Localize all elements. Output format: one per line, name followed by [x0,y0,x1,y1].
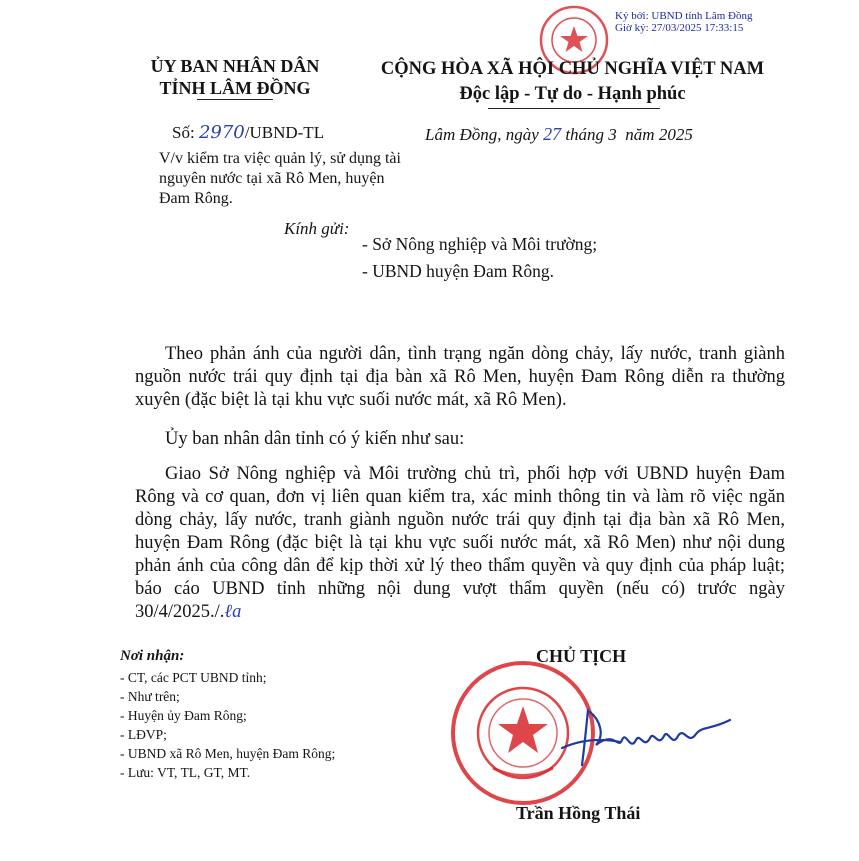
org-line-1: ỦY BAN NHÂN DÂN [150,56,320,76]
doc-number-handwritten: 2970 [198,122,245,143]
signed-by-text: Ký bởi: UBND tỉnh Lâm Đồng [615,10,753,22]
org-underline [197,99,273,100]
date-prefix: Lâm Đồng, ngày [425,125,544,144]
document-date [425,124,693,145]
handwritten-initial: ℓa [224,602,242,622]
noi-nhan-item: - Như trên; [120,689,180,704]
org-line-2: TỈNH LÂM ĐỒNG [159,78,311,98]
recipient-list [362,231,597,285]
date-suffix: tháng 3 năm 2025 [561,125,693,144]
signer-name: Trần Hồng Thái [516,803,641,823]
doc-number-suffix: /UBND-TL [244,123,325,142]
body-paragraph-3 [135,463,785,624]
noi-nhan-item: - Lưu: VT, TL, GT, MT. [120,765,251,780]
body-paragraph-3-text: Giao Sở Nông nghiệp và Môi trường chủ trì, phối hợp với UBND huyện Đam Rông và cơ quan, đơn vị liên quan kiểm tra, xác minh thông tin và làm rõ việc ngăn dòng chảy, lấy nước, tranh giành nguồn nước trái quy định tại địa bàn xã Rô Men, huyện Đam Rông (đặc biệt là tại khu vực suối nước mát, xã Rô Men) như nội dung phản ánh của công dân để kịp thời xử lý theo thẩm quyền và quy định của pháp luật; báo cáo UBND tỉnh những nội dung vượt thẩm quyền (nếu có) trước ngày 30/4/2025./. [135,464,785,622]
noi-nhan-title: Nơi nhận: [120,648,185,664]
document-number [172,122,324,143]
nation-name: CỘNG HÒA XÃ HỘI CHỦ NGHĨA VIỆT NAM [380,59,765,79]
signed-time-text: Giờ ký: 27/03/2025 17:33:15 [615,22,744,34]
digital-signature-info [615,10,753,34]
noi-nhan-item: - UBND xã Rô Men, huyện Đam Rông; [120,746,336,761]
noi-nhan-item: - CT, các PCT UBND tỉnh; [120,670,267,685]
noi-nhan-list [120,668,335,782]
body-paragraph-1: Theo phản ánh của người dân, tình trạng ngăn dòng chảy, lấy nước, tranh giành nguồn nước trái quy định tại địa bàn xã Rô Men, huyện Đam Rông diễn ra thường xuyên (đặc biệt là tại khu vực suối nước mát, xã Rô Men). [135,344,785,410]
noi-nhan-item: - Huyện ủy Đam Rông; [120,708,247,723]
noi-nhan-item: - LĐVP; [120,727,167,742]
recipient-item: - UBND huyện Đam Rông. [362,261,554,281]
date-handwritten-day: 27 [543,124,562,144]
recipient-item: - Sở Nông nghiệp và Môi trường; [362,234,598,254]
document-subject: V/v kiểm tra việc quản lý, sử dụng tài nguyên nước tại xã Rô Men, huyện Đam Rông. [159,150,401,207]
motto-underline [488,108,660,109]
kinh-gui-label: Kính gửi: [284,219,350,238]
signer-title: CHỦ TỊCH [536,646,627,666]
national-title [360,57,785,107]
handwritten-signature [560,690,735,780]
body-paragraph-2: Ủy ban nhân dân tỉnh có ý kiến như sau: [165,429,465,449]
doc-number-prefix: Số: [172,123,199,142]
national-motto: Độc lập - Tự do - Hạnh phúc [459,84,686,104]
issuing-organization [120,55,350,99]
